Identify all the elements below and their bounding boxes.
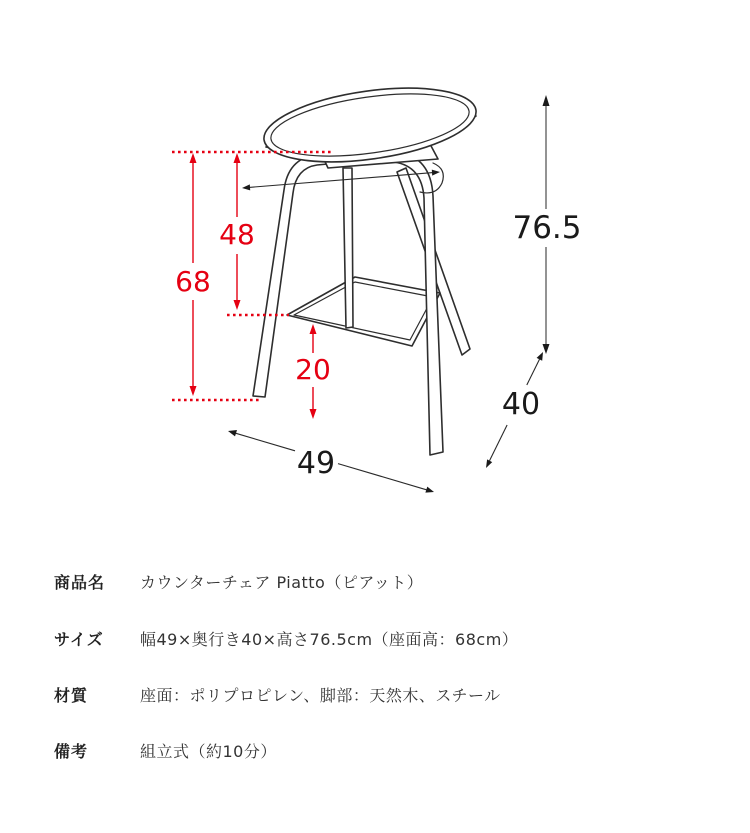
stool-back-left-leg: [343, 168, 353, 328]
dim-total-height: [512, 95, 581, 354]
spec-label-size: サイズ: [54, 630, 104, 649]
stool-illustration: [253, 76, 481, 455]
spec-label-material: 材質: [54, 686, 89, 705]
stool-seat: [259, 76, 480, 173]
dim-depth-label: 40: [501, 387, 541, 422]
dim-width: [228, 430, 434, 493]
spec-value-remarks: 組立式（約10分）: [140, 742, 277, 761]
dim-footrest-height-label: 20: [295, 353, 331, 386]
spec-row-material: [0, 683, 750, 705]
spec-row-remarks: [0, 739, 750, 761]
dim-width-label: 49: [296, 446, 336, 481]
dim-total-height-label: 76.5: [512, 210, 582, 246]
stool-footrest-ring-outer: [287, 277, 440, 346]
spec-value-size: 幅49×奥行き40×高さ76.5cm（座面高：68cm）: [140, 630, 519, 649]
spec-label-remarks: 備考: [54, 742, 89, 761]
dim-depth: [486, 352, 543, 468]
dim-seat-height: [175, 153, 211, 396]
spec-label-product-name: 商品名: [54, 573, 106, 592]
dim-seat-to-footrest-label: 48: [219, 218, 255, 251]
spec-row-size: [0, 627, 750, 649]
stool-right-frame: [352, 152, 443, 455]
spec-value-product-name: カウンターチェア Piatto（ピアット）: [140, 573, 424, 592]
dim-seat-height-label: 68: [175, 265, 211, 298]
dim-footrest-height: [295, 324, 331, 419]
spec-value-material: 座面：ポリプロピレン、脚部：天然木、スチール: [140, 686, 501, 705]
spec-row-product-name: [0, 570, 750, 592]
dim-seat-to-footrest: [219, 153, 255, 310]
